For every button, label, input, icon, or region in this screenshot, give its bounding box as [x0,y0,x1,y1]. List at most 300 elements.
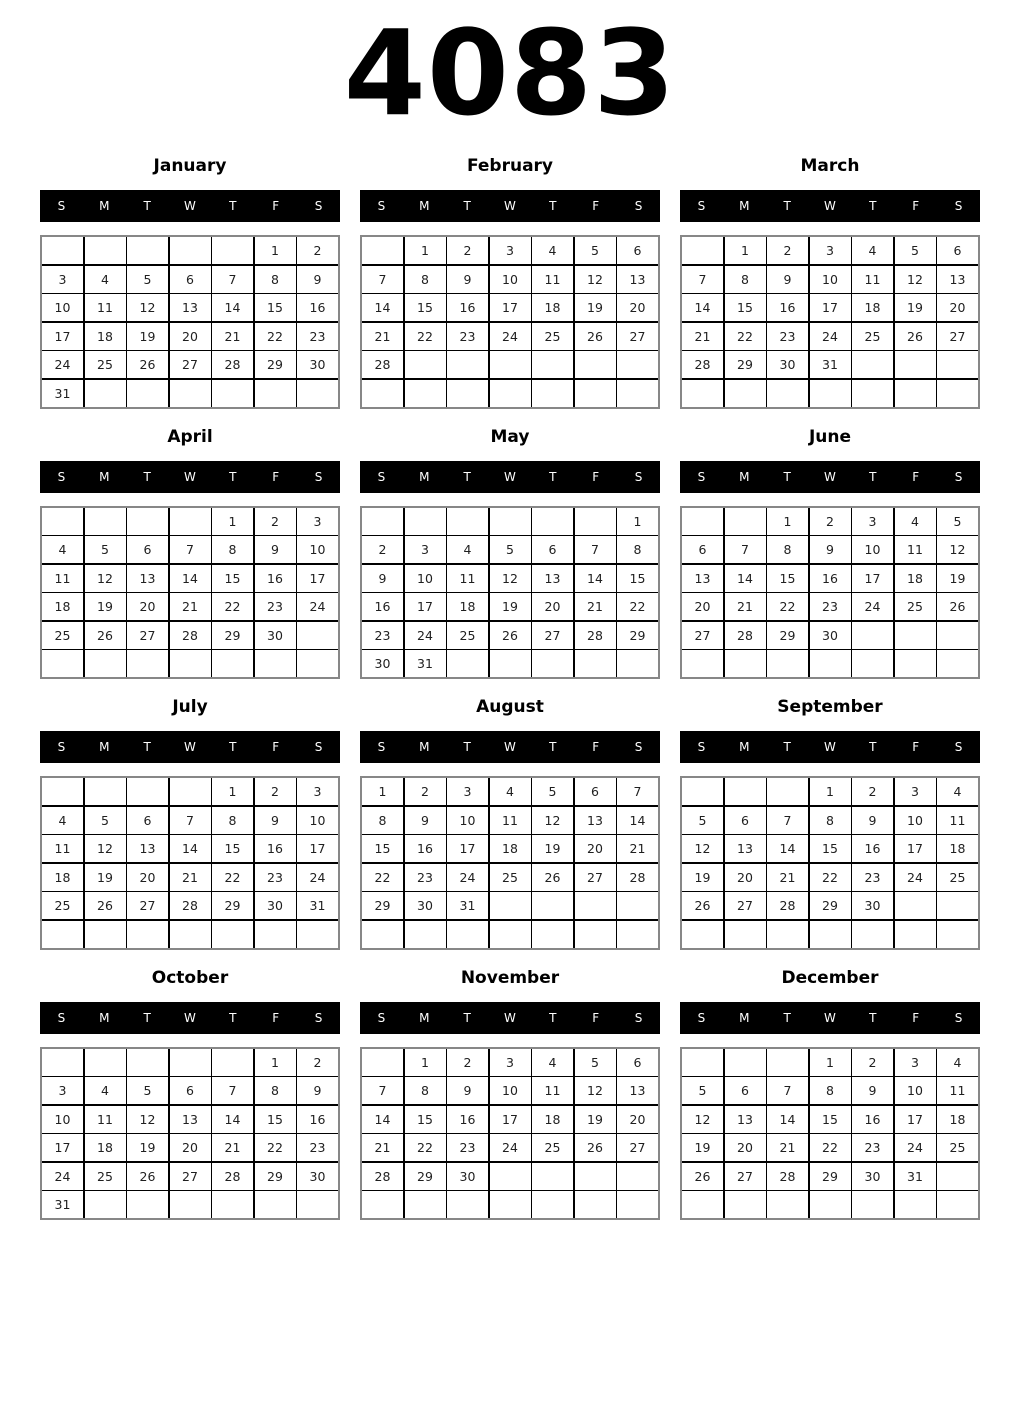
day-cell: 26 [937,593,978,620]
day-cell: 22 [810,1134,851,1161]
month-block [360,427,660,680]
day-cell: 4 [85,1077,126,1104]
weekday-label: W [504,740,516,754]
day-cell: 4 [490,778,531,805]
empty-day-cell [852,921,893,948]
day-cell: 14 [767,1106,808,1133]
empty-day-cell [937,351,978,378]
day-cell: 23 [362,622,403,649]
day-cell: 1 [725,237,766,264]
day-cell: 13 [725,1106,766,1133]
day-cell: 16 [297,1106,338,1133]
weekday-label: W [504,469,516,484]
empty-day-cell [852,351,893,378]
day-cell: 16 [297,294,338,321]
day-cell: 7 [767,1077,808,1104]
weekday-label: M [419,469,430,484]
day-cell: 5 [682,1077,723,1104]
day-cell: 31 [42,1191,83,1218]
day-cell: 7 [212,266,253,293]
weekday-label: M [739,1010,750,1025]
empty-day-cell [42,650,83,677]
day-cell: 4 [937,1049,978,1076]
weekday-label: T [229,740,237,754]
day-cell: 9 [297,266,338,293]
empty-day-cell [617,650,658,677]
day-cell: 11 [42,835,83,862]
day-cell: 12 [85,565,126,592]
day-cell: 20 [575,835,616,862]
empty-day-cell [895,351,936,378]
weekday-header-row [360,461,660,493]
day-cell: 11 [937,807,978,834]
empty-day-cell [127,508,168,535]
day-cell: 30 [255,892,296,919]
month-title: September [777,697,883,717]
day-cell: 22 [212,864,253,891]
empty-day-cell [85,1191,126,1218]
weekday-label: M [419,199,430,213]
empty-day-cell [895,1191,936,1218]
weekday-label: T [869,199,877,213]
day-cell: 20 [170,323,211,350]
day-cell: 15 [617,565,658,592]
empty-day-cell [682,778,723,805]
day-cell: 8 [362,807,403,834]
weekday-label: T [783,1010,791,1025]
day-cell: 3 [297,508,338,535]
day-cell: 20 [937,294,978,321]
weekday-label: W [504,1010,516,1025]
day-cell: 6 [127,807,168,834]
date-grid [680,506,980,680]
day-cell: 7 [170,807,211,834]
day-cell: 26 [682,1163,723,1190]
day-cell: 12 [532,807,573,834]
empty-day-cell [895,650,936,677]
empty-day-cell [447,1191,488,1218]
date-grid [680,1047,980,1221]
day-cell: 12 [127,1106,168,1133]
day-cell: 15 [810,1106,851,1133]
empty-day-cell [575,650,616,677]
weekday-label: M [99,469,110,484]
empty-day-cell [447,650,488,677]
empty-day-cell [937,892,978,919]
empty-day-cell [362,921,403,948]
weekday-label: T [463,199,471,213]
weekday-label: T [143,469,151,484]
weekday-label: T [549,1010,557,1025]
weekday-label: S [954,1010,963,1025]
day-cell: 19 [575,1106,616,1133]
weekday-label: S [697,199,706,213]
day-cell: 6 [617,237,658,264]
empty-day-cell [810,921,851,948]
day-cell: 7 [362,266,403,293]
weekday-label: F [592,469,600,484]
empty-day-cell [937,380,978,407]
day-cell: 22 [405,323,446,350]
day-cell: 9 [852,807,893,834]
day-cell: 12 [85,835,126,862]
day-cell: 18 [85,1134,126,1161]
empty-day-cell [127,237,168,264]
month-block [40,968,340,1221]
empty-day-cell [725,1049,766,1076]
date-grid [360,776,660,950]
empty-day-cell [895,380,936,407]
day-cell: 13 [617,266,658,293]
day-cell: 2 [297,237,338,264]
day-cell: 15 [725,294,766,321]
day-cell: 19 [490,593,531,620]
empty-day-cell [725,650,766,677]
weekday-header-row [360,731,660,763]
day-cell: 27 [127,892,168,919]
empty-day-cell [532,650,573,677]
weekday-label: T [869,740,877,754]
day-cell: 6 [617,1049,658,1076]
empty-day-cell [490,1163,531,1190]
empty-day-cell [937,1163,978,1190]
day-cell: 9 [447,1077,488,1104]
day-cell: 13 [127,565,168,592]
empty-day-cell [532,1191,573,1218]
day-cell: 18 [447,593,488,620]
day-cell: 26 [895,323,936,350]
empty-day-cell [405,921,446,948]
day-cell: 7 [682,266,723,293]
empty-day-cell [212,1191,253,1218]
day-cell: 3 [852,508,893,535]
day-cell: 24 [297,864,338,891]
day-cell: 14 [362,294,403,321]
empty-day-cell [362,380,403,407]
weekday-label: T [143,740,151,754]
day-cell: 22 [617,593,658,620]
empty-day-cell [767,1191,808,1218]
day-cell: 16 [447,1106,488,1133]
day-cell: 22 [212,593,253,620]
day-cell: 10 [42,1106,83,1133]
empty-day-cell [85,650,126,677]
day-cell: 17 [490,1106,531,1133]
empty-day-cell [575,1163,616,1190]
day-cell: 6 [170,266,211,293]
day-cell: 5 [895,237,936,264]
weekday-label: W [184,740,196,754]
month-block [40,427,340,680]
months-grid [0,132,1020,1220]
day-cell: 3 [297,778,338,805]
date-grid [40,776,340,950]
day-cell: 13 [682,565,723,592]
empty-day-cell [532,1163,573,1190]
day-cell: 20 [682,593,723,620]
empty-day-cell [895,921,936,948]
day-cell: 24 [895,1134,936,1161]
empty-day-cell [617,380,658,407]
empty-day-cell [297,650,338,677]
day-cell: 28 [362,1163,403,1190]
weekday-label: F [912,1010,920,1025]
empty-day-cell [937,1191,978,1218]
weekday-label: T [869,1010,877,1025]
day-cell: 10 [895,807,936,834]
empty-day-cell [170,1191,211,1218]
empty-day-cell [212,650,253,677]
empty-day-cell [255,1191,296,1218]
day-cell: 26 [532,864,573,891]
day-cell: 25 [85,1163,126,1190]
day-cell: 19 [85,593,126,620]
day-cell: 4 [42,536,83,563]
day-cell: 10 [852,536,893,563]
month-block [680,968,980,1221]
weekday-label: M [739,740,750,754]
weekday-label: S [697,469,706,484]
day-cell: 8 [767,536,808,563]
empty-day-cell [85,921,126,948]
day-cell: 17 [42,1134,83,1161]
day-cell: 25 [447,622,488,649]
day-cell: 2 [810,508,851,535]
day-cell: 10 [297,807,338,834]
day-cell: 19 [532,835,573,862]
weekday-label: M [419,1010,430,1025]
empty-day-cell [170,650,211,677]
day-cell: 18 [85,323,126,350]
day-cell: 17 [297,835,338,862]
empty-day-cell [85,778,126,805]
month-title: June [808,426,852,447]
weekday-label: S [57,740,66,754]
day-cell: 8 [617,536,658,563]
day-cell: 23 [810,593,851,620]
weekday-label: S [634,1010,643,1025]
empty-day-cell [212,1049,253,1076]
empty-day-cell [767,921,808,948]
day-cell: 8 [810,1077,851,1104]
empty-day-cell [297,380,338,407]
day-cell: 28 [170,622,211,649]
day-cell: 18 [895,565,936,592]
weekday-label: T [869,469,877,484]
day-cell: 16 [362,593,403,620]
empty-day-cell [575,1191,616,1218]
day-cell: 1 [617,508,658,535]
day-cell: 21 [212,323,253,350]
empty-day-cell [617,921,658,948]
day-cell: 23 [447,1134,488,1161]
empty-day-cell [617,1191,658,1218]
day-cell: 17 [895,1106,936,1133]
empty-day-cell [852,622,893,649]
day-cell: 6 [575,778,616,805]
day-cell: 3 [490,1049,531,1076]
empty-day-cell [725,380,766,407]
day-cell: 25 [490,864,531,891]
month-title: February [466,156,554,176]
weekday-label: F [272,469,280,484]
day-cell: 2 [852,778,893,805]
day-cell: 27 [617,323,658,350]
day-cell: 3 [810,237,851,264]
empty-day-cell [725,778,766,805]
day-cell: 26 [575,323,616,350]
day-cell: 22 [405,1134,446,1161]
day-cell: 21 [362,323,403,350]
date-grid [40,506,340,680]
empty-day-cell [170,380,211,407]
day-cell: 5 [575,237,616,264]
day-cell: 11 [490,807,531,834]
day-cell: 19 [895,294,936,321]
day-cell: 26 [575,1134,616,1161]
day-cell: 14 [212,1106,253,1133]
day-cell: 25 [85,351,126,378]
empty-day-cell [405,508,446,535]
day-cell: 21 [575,593,616,620]
empty-day-cell [895,892,936,919]
empty-day-cell [617,892,658,919]
day-cell: 10 [490,1077,531,1104]
day-cell: 13 [575,807,616,834]
empty-day-cell [852,650,893,677]
month-block [680,427,980,680]
day-cell: 27 [725,892,766,919]
day-cell: 24 [490,1134,531,1161]
empty-day-cell [362,237,403,264]
day-cell: 12 [127,294,168,321]
day-cell: 1 [255,1049,296,1076]
day-cell: 6 [170,1077,211,1104]
month-title: May [490,426,530,447]
day-cell: 3 [42,266,83,293]
day-cell: 13 [127,835,168,862]
day-cell: 5 [85,807,126,834]
weekday-label: F [272,1010,280,1025]
empty-day-cell [127,1191,168,1218]
day-cell: 22 [255,323,296,350]
weekday-label: W [504,199,516,213]
day-cell: 16 [255,565,296,592]
day-cell: 3 [447,778,488,805]
month-block [360,968,660,1221]
day-cell: 6 [725,1077,766,1104]
weekday-header-row [680,1002,980,1034]
empty-day-cell [937,650,978,677]
empty-day-cell [42,921,83,948]
day-cell: 5 [127,266,168,293]
empty-day-cell [170,778,211,805]
weekday-label: S [377,199,386,213]
month-block [680,697,980,950]
day-cell: 16 [405,835,446,862]
weekday-label: T [463,740,471,754]
day-cell: 19 [85,864,126,891]
weekday-label: W [184,469,196,484]
day-cell: 17 [490,294,531,321]
empty-day-cell [767,650,808,677]
day-cell: 3 [895,778,936,805]
day-cell: 24 [42,351,83,378]
year-title: 4083 [343,4,677,142]
day-cell: 10 [447,807,488,834]
day-cell: 6 [725,807,766,834]
day-cell: 20 [617,294,658,321]
day-cell: 14 [682,294,723,321]
month-title: October [151,967,229,988]
day-cell: 6 [127,536,168,563]
empty-day-cell [810,380,851,407]
day-cell: 21 [170,864,211,891]
weekday-label: S [697,740,706,754]
day-cell: 25 [937,864,978,891]
day-cell: 4 [895,508,936,535]
day-cell: 23 [255,593,296,620]
weekday-label: F [592,1010,600,1025]
empty-day-cell [767,380,808,407]
empty-day-cell [42,508,83,535]
empty-day-cell [170,237,211,264]
empty-day-cell [297,622,338,649]
weekday-label: T [549,199,557,213]
weekday-label: F [272,199,280,213]
day-cell: 18 [42,864,83,891]
day-cell: 5 [575,1049,616,1076]
day-cell: 5 [937,508,978,535]
day-cell: 12 [937,536,978,563]
day-cell: 3 [42,1077,83,1104]
day-cell: 25 [42,622,83,649]
day-cell: 15 [405,294,446,321]
empty-day-cell [767,1049,808,1076]
day-cell: 19 [127,323,168,350]
day-cell: 10 [405,565,446,592]
weekday-header-row [40,461,340,493]
empty-day-cell [682,380,723,407]
weekday-label: S [377,469,386,484]
empty-day-cell [682,921,723,948]
empty-day-cell [682,1191,723,1218]
day-cell: 18 [937,835,978,862]
day-cell: 1 [212,778,253,805]
day-cell: 1 [810,1049,851,1076]
empty-day-cell [682,650,723,677]
empty-day-cell [212,921,253,948]
empty-day-cell [447,351,488,378]
empty-day-cell [852,380,893,407]
empty-day-cell [682,237,723,264]
weekday-label: T [549,469,557,484]
day-cell: 2 [362,536,403,563]
weekday-label: T [143,1010,151,1025]
day-cell: 10 [42,294,83,321]
day-cell: 8 [725,266,766,293]
day-cell: 19 [575,294,616,321]
weekday-label: W [184,199,196,213]
day-cell: 23 [255,864,296,891]
day-cell: 11 [447,565,488,592]
weekday-label: W [824,740,836,754]
weekday-label: S [314,740,323,754]
empty-day-cell [532,921,573,948]
day-cell: 14 [170,835,211,862]
month-title: December [781,967,879,988]
day-cell: 7 [212,1077,253,1104]
